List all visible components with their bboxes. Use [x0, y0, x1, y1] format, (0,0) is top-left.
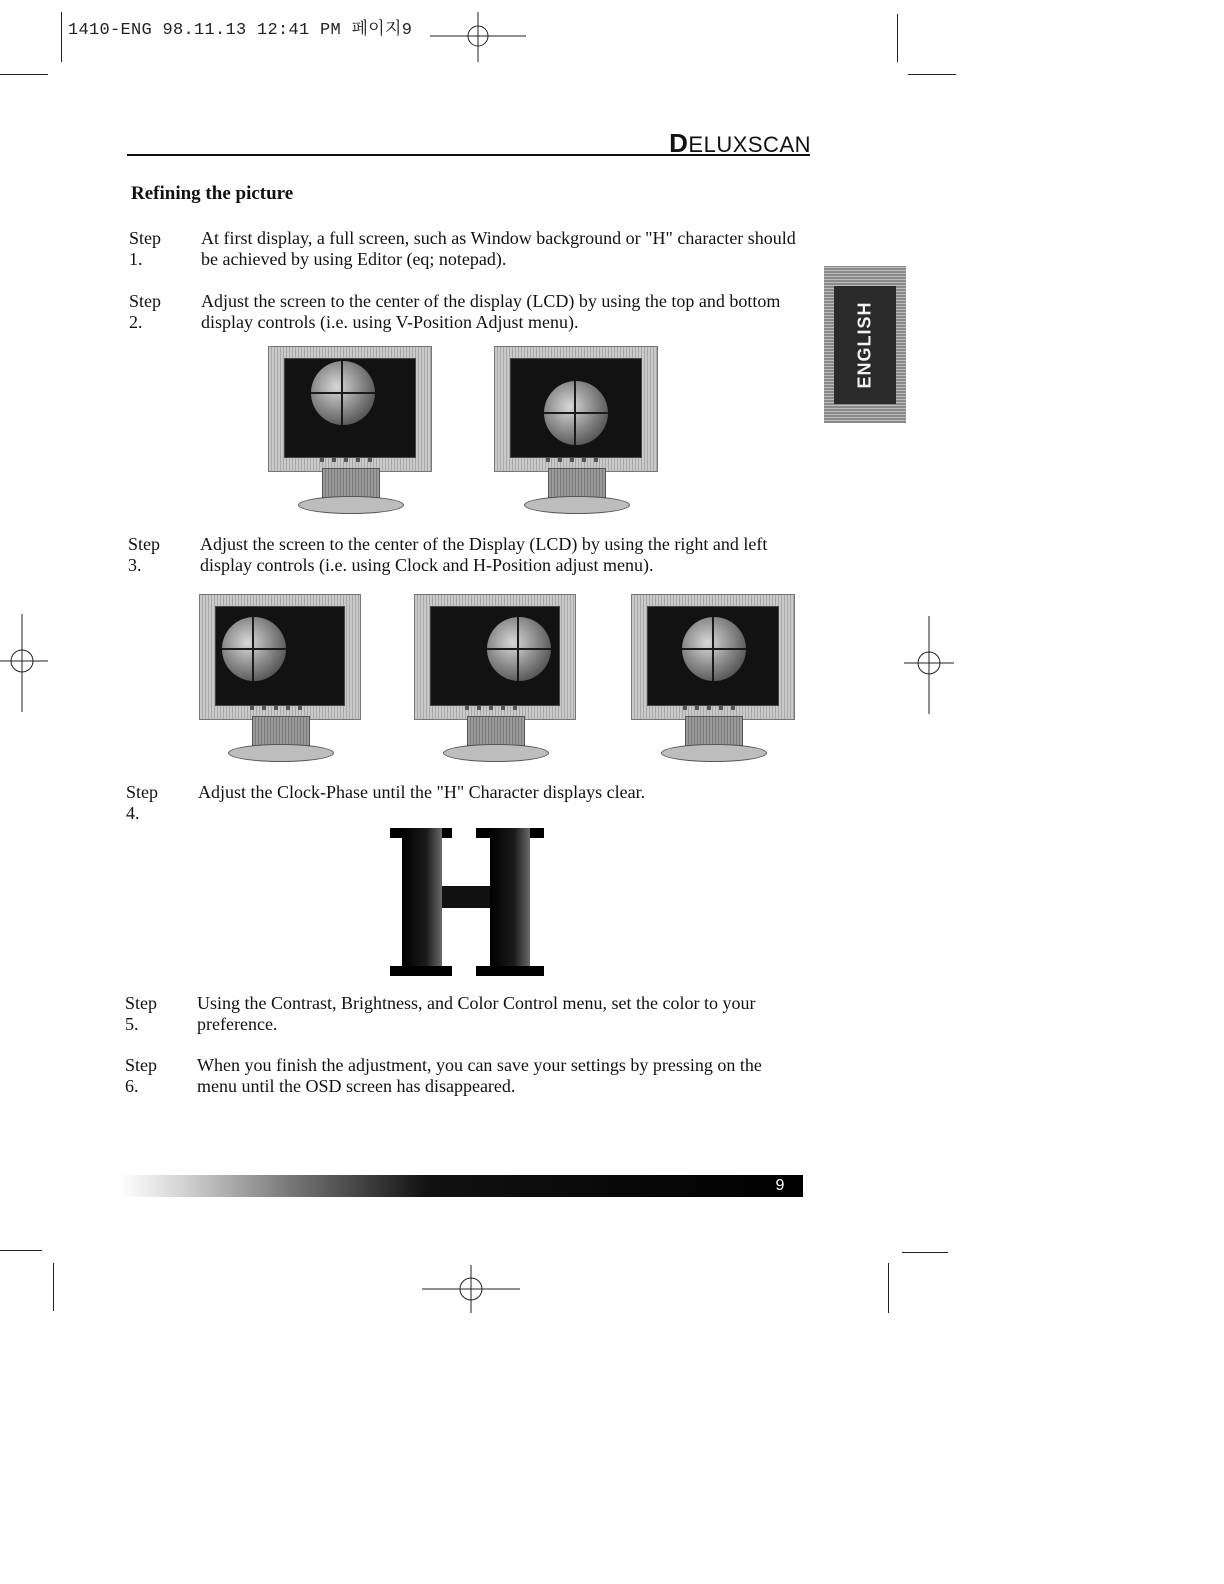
- monitor-screen: [215, 606, 345, 706]
- print-header: 1410-ENG 98.11.13 12:41 PM 페이지9: [68, 21, 413, 40]
- registration-mark-bottom: [422, 1265, 520, 1313]
- monitor-base: [298, 496, 404, 514]
- page-footer-bar: [120, 1175, 803, 1197]
- monitor-base: [661, 744, 767, 762]
- crop-mark-bottom-right-horizontal: [902, 1252, 948, 1253]
- step-text: Adjust the screen to the center of the display (LCD) by using the top and bottom display controls (i.e. using V-Position Adjust menu).: [201, 291, 781, 332]
- crop-mark-bottom-right-vertical: [888, 1263, 889, 1313]
- monitor-neck: [685, 716, 743, 746]
- ball-icon: [544, 381, 608, 445]
- step-number: Step 5.: [125, 993, 158, 1034]
- monitor-neck: [322, 468, 380, 498]
- registration-mark-left: [0, 614, 48, 712]
- monitor-controls: [683, 706, 743, 710]
- ball-icon: [222, 617, 286, 681]
- crop-mark-top-left-horizontal: [0, 74, 48, 75]
- step-number: Step 6.: [125, 1055, 158, 1096]
- step-number: Step 4.: [126, 782, 159, 823]
- brand-name: ELUXSCAN: [688, 132, 811, 157]
- page-number: 9: [775, 1177, 785, 1194]
- crop-mark-bottom-left-horizontal: [0, 1250, 42, 1251]
- h-character-illustration: [390, 828, 544, 976]
- step-text: When you finish the adjustment, you can save your settings by pressing on the menu until the OSD screen has disappeared.: [197, 1055, 762, 1096]
- ball-icon: [311, 361, 375, 425]
- monitor-controls: [465, 706, 525, 710]
- monitor-screen: [647, 606, 779, 706]
- crop-mark-top-right-horizontal: [908, 74, 956, 75]
- monitor-controls: [546, 458, 606, 462]
- registration-mark-right: [904, 616, 954, 714]
- monitor-neck: [467, 716, 525, 746]
- brand-initial: D: [669, 128, 689, 158]
- monitor-base: [228, 744, 334, 762]
- monitor-neck: [252, 716, 310, 746]
- language-tab-label: ENGLISH: [854, 301, 875, 389]
- monitor-illustration: [494, 346, 658, 516]
- monitor-illustration: [199, 594, 361, 764]
- brand-logo: [669, 128, 811, 159]
- crop-mark-top-left-vertical: [61, 12, 62, 62]
- section-title: Refining the picture: [131, 183, 294, 204]
- step-number: Step 1.: [129, 228, 162, 269]
- monitor-controls: [320, 458, 380, 462]
- monitor-illustration: [414, 594, 576, 764]
- monitor-illustration: [631, 594, 795, 764]
- monitor-neck: [548, 468, 606, 498]
- crop-mark-top-right-vertical: [897, 14, 898, 62]
- monitor-illustration: [268, 346, 432, 516]
- monitor-controls: [250, 706, 310, 710]
- monitor-base: [524, 496, 630, 514]
- step-number: Step 2.: [129, 291, 162, 332]
- language-tab: [824, 266, 906, 423]
- monitor-screen: [284, 358, 416, 458]
- monitor-base: [443, 744, 549, 762]
- ball-icon: [682, 617, 746, 681]
- step-number: Step 3.: [128, 534, 161, 575]
- step-text: Adjust the Clock-Phase until the "H" Character displays clear.: [198, 782, 646, 802]
- step-text: Adjust the screen to the center of the Display (LCD) by using the right and left display controls (i.e. using Clock and H-Position adjust menu).: [200, 534, 768, 575]
- crop-mark-bottom-left-vertical: [53, 1263, 54, 1311]
- step-text: Using the Contrast, Brightness, and Color Control menu, set the color to your preference.: [197, 993, 756, 1034]
- step-text: At first display, a full screen, such as Window background or "H" character should be achieved by using Editor (eq; notepad).: [201, 228, 796, 269]
- monitor-screen: [510, 358, 642, 458]
- registration-mark-top: [430, 12, 526, 62]
- monitor-screen: [430, 606, 560, 706]
- ball-icon: [487, 617, 551, 681]
